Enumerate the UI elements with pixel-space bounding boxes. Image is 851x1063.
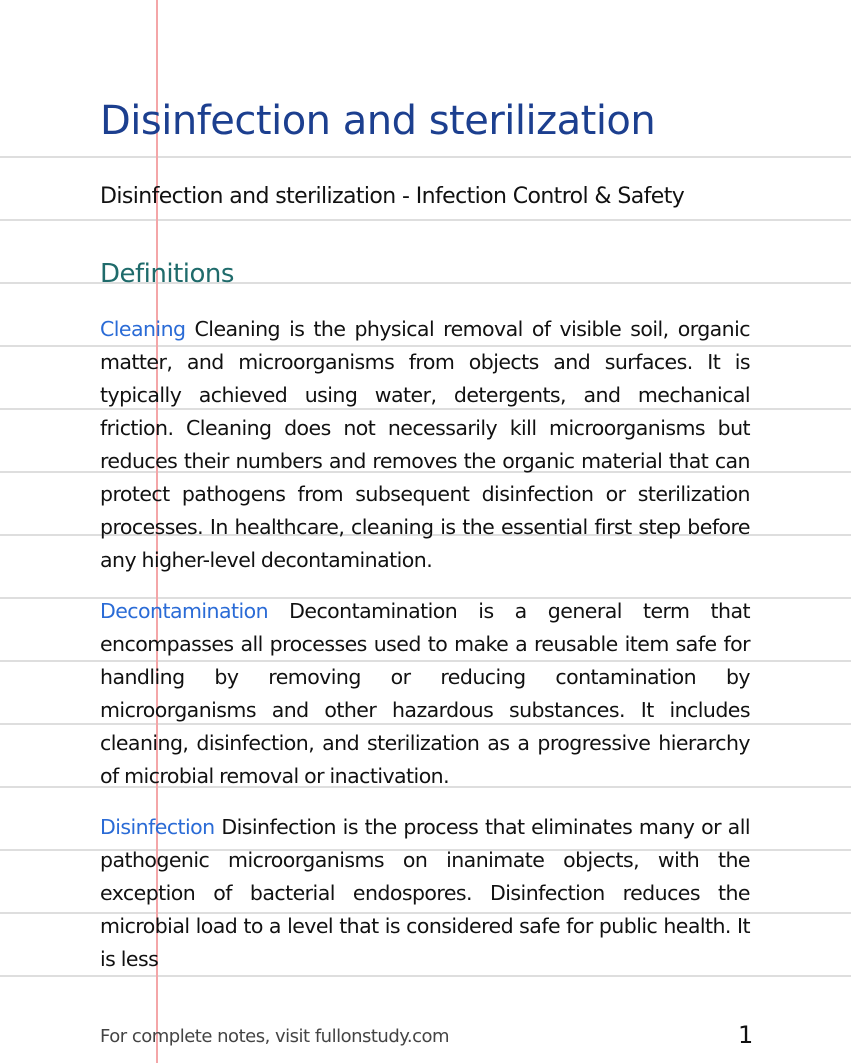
definition-term: Cleaning: [100, 317, 186, 341]
section-heading: Definitions: [100, 259, 234, 289]
definition-term: Decontamination: [100, 599, 269, 623]
page-number: 1: [738, 1021, 754, 1049]
page-subtitle: Disinfection and sterilization - Infection Control & Safety: [100, 184, 685, 209]
definition-text: Disinfection is the process that eliminates many or all pathogenic microorganisms on inanimate objects, with the exception of bacterial endospores. Disinfection reduces the microbial load to a level that is considered safe for public health. It is less: [100, 815, 750, 971]
footer-note: For complete notes, visit fullonstudy.com: [100, 1026, 450, 1047]
definition-paragraph: [100, 313, 750, 577]
definition-paragraph: [100, 811, 750, 976]
ruled-line: [0, 219, 851, 221]
definition-paragraph: [100, 595, 750, 793]
page-title: Disinfection and sterilization: [100, 98, 656, 144]
definition-term: Disinfection: [100, 815, 215, 839]
definition-text: Cleaning is the physical removal of visible soil, organic matter, and microorganisms from objects and surfaces. It is typically achieved using water, detergents, and mechanical friction. Cleaning does not necessarily kill microorganisms but reduces their numbers and removes the organic material that can protect pathogens from subsequent disinfection or sterilization processes. In healthcare, cleaning is the essential first step before any higher-level decontamination.: [100, 317, 750, 572]
ruled-line: [0, 156, 851, 158]
definition-text: Decontamination is a general term that encompasses all processes used to make a reusable item safe for handling by removing or reducing contamination by microorganisms and other hazardous substances. It includes cleaning, disinfection, and sterilization as a progressive hierarchy of microbial removal or inactivation.: [100, 599, 750, 788]
